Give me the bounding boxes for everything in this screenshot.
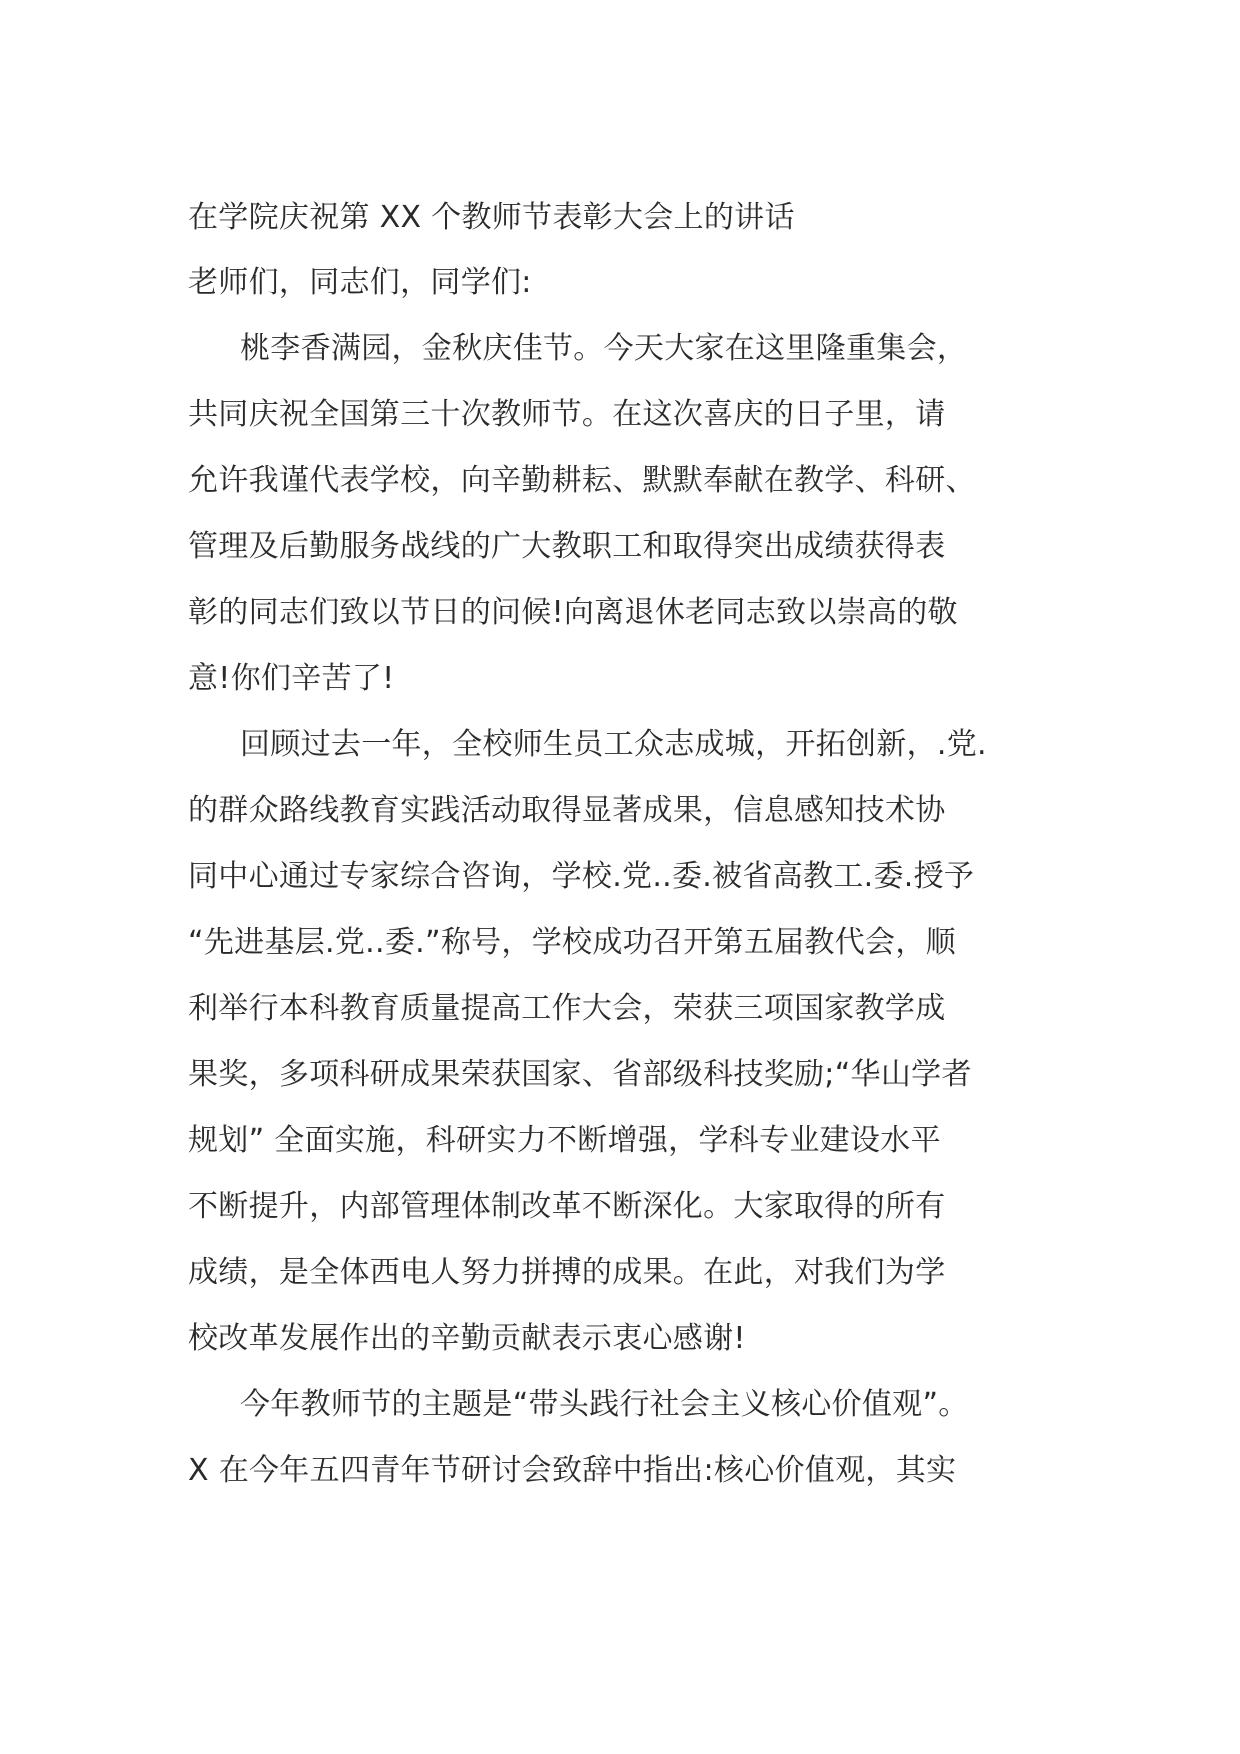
paragraph-line: 意!你们辛苦了! — [188, 661, 395, 696]
paragraph-line: 的群众路线教育实践活动取得显著成果，信息感知技术协 — [188, 793, 946, 828]
paragraph-line: 桃李香满园，金秋庆佳节。今天大家在这里隆重集会， — [240, 331, 968, 366]
paragraph-line: 今年教师节的主题是“带头践行社会主义核心价值观”。 — [240, 1387, 969, 1422]
paragraph-line: 彰的同志们致以节日的问候!向离退休老同志致以崇高的敬 — [188, 595, 958, 630]
document-title: 在学院庆祝第 XX 个教师节表彰大会上的讲话 — [188, 200, 795, 235]
paragraph-1 — [188, 331, 1068, 696]
document-body — [188, 200, 1068, 1519]
paragraph-line: X 在今年五四青年节研讨会致辞中指出:核心价值观，其实 — [188, 1453, 957, 1488]
paragraph-line: 管理及后勤服务战线的广大教职工和取得突出成绩获得表 — [188, 529, 946, 564]
paragraph-line: 规划” 全面实施，科研实力不断增强，学科专业建设水平 — [188, 1123, 941, 1158]
paragraph-3 — [188, 1387, 1068, 1488]
paragraph-line: 利举行本科教育质量提高工作大会，荣获三项国家教学成 — [188, 991, 946, 1026]
paragraph-line: 果奖，多项科研成果荣获国家、省部级科技奖励;“华山学者 — [188, 1057, 972, 1092]
salutation: 老师们，同志们，同学们: — [188, 265, 532, 300]
paragraph-2 — [188, 727, 1068, 1356]
paragraph-line: 回顾过去一年，全校师生员工众志成城，开拓创新，.党. — [240, 727, 987, 762]
paragraph-line: “先进基层.党..委.”称号，学校成功召开第五届教代会，顺 — [188, 925, 956, 960]
paragraph-line: 同中心通过专家综合咨询，学校.党..委.被省高教工.委.授予 — [188, 859, 975, 894]
paragraph-line: 共同庆祝全国第三十次教师节。在这次喜庆的日子里，请 — [188, 397, 946, 432]
paragraph-line: 不断提升，内部管理体制改革不断深化。大家取得的所有 — [188, 1189, 946, 1224]
paragraph-line: 成绩，是全体西电人努力拼搏的成果。在此，对我们为学 — [188, 1255, 946, 1290]
paragraph-line: 校改革发展作出的辛勤贡献表示衷心感谢! — [188, 1321, 746, 1356]
paragraph-line: 允许我谨代表学校，向辛勤耕耘、默默奉献在教学、科研、 — [188, 463, 976, 498]
